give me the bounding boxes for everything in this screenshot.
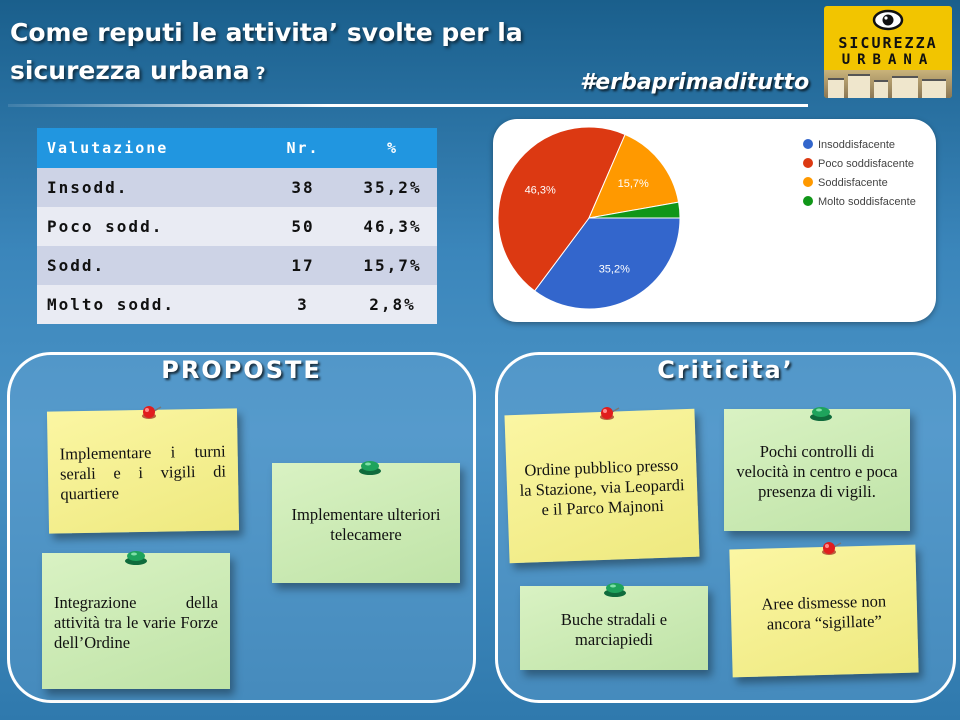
note-text: Ordine pubblico presso la Stazione, via Leopardi e il Parco Majnoni xyxy=(519,455,685,520)
legend-marker-soddisfacente xyxy=(803,177,813,187)
table-row xyxy=(37,246,437,285)
note-proposta-1 xyxy=(47,408,239,533)
rating-table xyxy=(37,128,437,324)
pie-label-poco-soddisfacente: 46,3% xyxy=(524,184,556,197)
criticita-title: Criticita’ xyxy=(657,356,794,384)
green-pushpin-icon xyxy=(600,580,630,600)
pie-label-insoddisfacente: 35,2% xyxy=(598,263,630,276)
table-cell-count: 3 xyxy=(258,285,349,324)
title-line-1: Come reputi le attivita’ svolte per la xyxy=(10,18,523,47)
green-pushpin-icon xyxy=(355,458,385,478)
title-line-2 xyxy=(10,52,590,93)
note-criticita-2 xyxy=(724,409,910,531)
sicurezza-urbana-logo xyxy=(824,6,952,98)
green-pushpin-icon xyxy=(121,548,151,568)
slide-title xyxy=(10,14,590,93)
legend-label-insoddisfacente: Insoddisfacente xyxy=(818,139,896,151)
red-pushpin-icon xyxy=(136,402,166,422)
pie-chart-card xyxy=(493,119,936,322)
table-cell-percent: 15,7% xyxy=(349,246,437,285)
table-header-nr: Nr. xyxy=(258,128,349,168)
table-header-row xyxy=(37,128,437,168)
note-text: Implementare i turni serali e i vigili di quartiere xyxy=(59,441,227,504)
pie-label-soddisfacente: 15,7% xyxy=(617,178,649,191)
legend-label-soddisfacente: Soddisfacente xyxy=(818,177,888,189)
note-criticita-4 xyxy=(729,545,918,678)
table-cell-label: Insodd. xyxy=(37,168,258,207)
legend-marker-molto-soddisfacente xyxy=(803,196,813,206)
table-row xyxy=(37,285,437,324)
eye-icon xyxy=(872,8,904,32)
logo-town-image xyxy=(824,70,952,98)
table-header-valutazione: Valutazione xyxy=(37,128,258,168)
legend-marker-poco-soddisfacente xyxy=(803,158,813,168)
table-row xyxy=(37,168,437,207)
table-cell-percent: 46,3% xyxy=(349,207,437,246)
table-header-percent: % xyxy=(349,128,437,168)
note-criticita-1 xyxy=(504,409,699,564)
legend-label-molto-soddisfacente: Molto soddisfacente xyxy=(818,196,916,208)
legend-label-poco-soddisfacente: Poco soddisfacente xyxy=(818,158,915,170)
title-line-2-text: sicurezza urbana xyxy=(10,56,250,85)
pie-chart xyxy=(493,119,936,322)
note-text: Buche stradali e marciapiedi xyxy=(560,610,668,649)
table-cell-percent: 35,2% xyxy=(349,168,437,207)
red-pushpin-icon xyxy=(594,403,624,423)
logo-line-1: SICUREZZA xyxy=(838,34,938,52)
table-cell-count: 38 xyxy=(258,168,349,207)
table-cell-label: Molto sodd. xyxy=(37,285,258,324)
table-row xyxy=(37,207,437,246)
note-proposta-2 xyxy=(272,463,460,583)
table-cell-percent: 2,8% xyxy=(349,285,437,324)
table-cell-label: Poco sodd. xyxy=(37,207,258,246)
note-proposta-3 xyxy=(42,553,230,689)
legend-marker-insoddisfacente xyxy=(803,139,813,149)
note-text: Pochi controlli di velocità in centro e poca presenza di vigili. xyxy=(736,442,898,501)
table-cell-count: 50 xyxy=(258,207,349,246)
logo-line-2: URBANA xyxy=(841,52,935,68)
note-text: Aree dismesse non ancora “sigillate” xyxy=(761,591,887,634)
note-text: Integrazione della attività tra le varie Forze dell’Ordine xyxy=(54,593,218,652)
title-question-mark: ? xyxy=(255,64,266,84)
red-pushpin-icon xyxy=(816,538,846,558)
table-cell-label: Sodd. xyxy=(37,246,258,285)
green-pushpin-icon xyxy=(806,404,836,424)
table-cell-count: 17 xyxy=(258,246,349,285)
note-text: Implementare ulteriori telecamere xyxy=(291,505,441,544)
proposte-title: PROPOSTE xyxy=(161,356,322,384)
title-underline xyxy=(8,104,808,107)
hashtag: #erbaprimaditutto xyxy=(580,70,810,95)
